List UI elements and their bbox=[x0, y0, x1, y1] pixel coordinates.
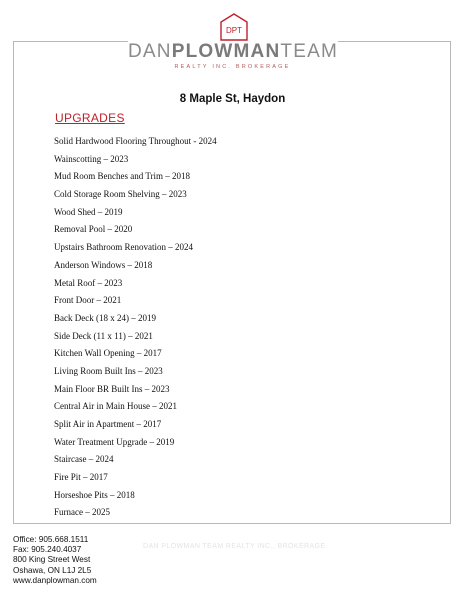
brand-subtitle: REALTY INC. BROKERAGE bbox=[174, 64, 291, 70]
list-item: Mud Room Benches and Trim – 2018 bbox=[54, 171, 191, 182]
list-item: Kitchen Wall Opening – 2017 bbox=[54, 348, 162, 359]
list-item: Removal Pool – 2020 bbox=[54, 224, 133, 235]
section-title-upgrades: UPGRADES bbox=[55, 111, 125, 125]
list-item: Wainscotting – 2023 bbox=[54, 153, 129, 164]
brand-name-part2: PLOWMAN bbox=[171, 41, 281, 62]
list-item: Staircase – 2024 bbox=[54, 454, 114, 465]
brand-name bbox=[128, 41, 338, 63]
contact-info bbox=[13, 535, 97, 586]
website-link[interactable]: www.danplowman.com bbox=[13, 575, 97, 585]
list-item: Central Air in Main House – 2021 bbox=[54, 401, 177, 412]
list-item: Fire Pit – 2017 bbox=[54, 472, 108, 483]
fax-number: Fax: 905.240.4037 bbox=[13, 545, 82, 555]
brand-name-part1: DAN bbox=[128, 41, 172, 62]
upgrades-list bbox=[54, 133, 217, 522]
list-item: Horseshoe Pits – 2018 bbox=[54, 489, 135, 500]
list-item: Solid Hardwood Flooring Throughout - 2024 bbox=[54, 136, 217, 146]
list-item: Anderson Windows – 2018 bbox=[54, 259, 153, 270]
house-logo-icon bbox=[219, 13, 249, 41]
office-phone: Office: 905.668.1511 bbox=[13, 535, 89, 544]
logo-mark-text: DPT bbox=[226, 26, 242, 35]
list-item: Living Room Built Ins – 2023 bbox=[54, 365, 163, 376]
list-item: Wood Shed – 2019 bbox=[54, 206, 123, 217]
list-item: Cold Storage Room Shelving – 2023 bbox=[54, 189, 187, 200]
list-item: Metal Roof – 2023 bbox=[54, 277, 123, 288]
list-item: Upstairs Bathroom Renovation – 2024 bbox=[54, 242, 193, 253]
brand-name-part3: TEAM bbox=[280, 41, 338, 62]
street-address: 800 King Street West bbox=[13, 555, 91, 565]
list-item: Split Air in Apartment – 2017 bbox=[54, 419, 162, 429]
brand-logo bbox=[0, 13, 465, 73]
list-item: Furnace – 2025 bbox=[54, 507, 110, 518]
brokerage-watermark: DAN PLOWMAN TEAM REALTY INC., BROKERAGE bbox=[143, 543, 326, 550]
list-item: Side Deck (11 x 11) – 2021 bbox=[54, 330, 153, 341]
list-item: Back Deck (18 x 24) – 2019 bbox=[54, 312, 156, 323]
property-address: 8 Maple St, Haydon bbox=[179, 93, 286, 105]
list-item: Water Treatment Upgrade – 2019 bbox=[54, 436, 175, 447]
city-address: Oshawa, ON L1J 2L5 bbox=[13, 565, 92, 575]
list-item: Main Floor BR Built Ins – 2023 bbox=[54, 383, 170, 394]
list-item: Front Door – 2021 bbox=[54, 295, 122, 306]
